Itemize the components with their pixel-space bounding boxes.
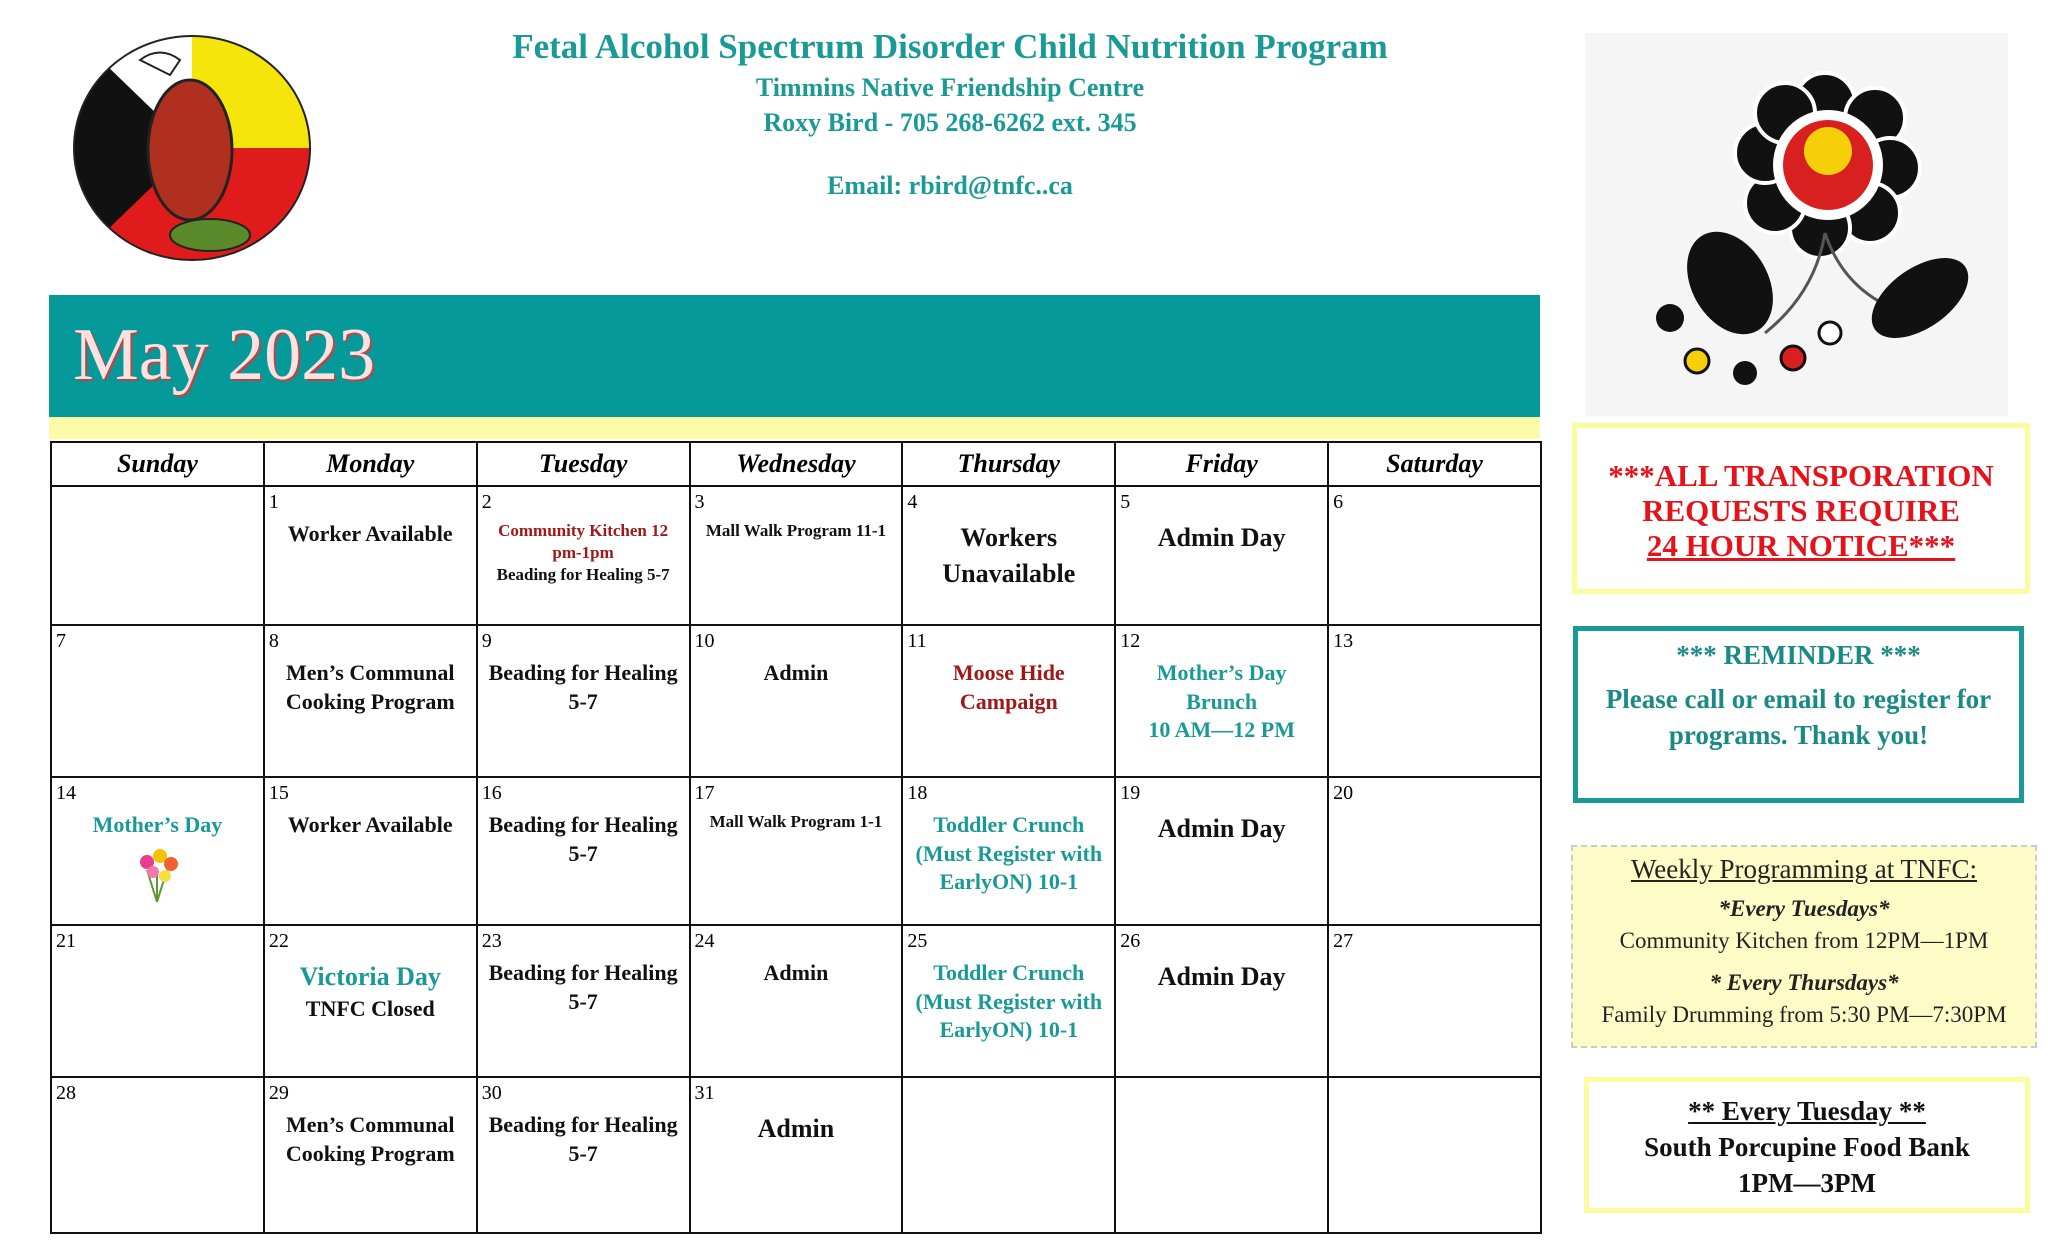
empty-day-cell	[51, 486, 264, 625]
reminder-body: Please call or email to register for programs. Thank you!	[1605, 684, 1992, 750]
weekly-desc-thursday: Family Drumming from 5:30 PM—7:30PM	[1601, 1002, 2007, 1027]
week-row	[51, 486, 1541, 625]
day-cell-12	[1115, 625, 1328, 777]
day-cell-18	[902, 777, 1115, 925]
weekday-header-row	[51, 442, 1541, 486]
empty-day-cell	[1115, 1077, 1328, 1233]
calendar-event: Admin Day	[1157, 523, 1286, 552]
day-cell-26	[1115, 925, 1328, 1077]
calendar-event: Mother’s Day	[92, 812, 223, 837]
day-cell-10	[690, 625, 903, 777]
medicine-wheel-logo	[70, 30, 315, 266]
day-cell-9	[477, 625, 690, 777]
calendar-event: Men’s Communal Cooking Program	[285, 1112, 455, 1166]
food-bank-name: South Porcupine Food Bank	[1644, 1132, 1970, 1162]
day-number: 18	[907, 782, 928, 804]
program-title: Fetal Alcohol Spectrum Disorder Child Nutrition Program	[512, 27, 1388, 66]
calendar-event: Admin Day	[1157, 962, 1286, 991]
calendar-event: Beading for Healing 5-7	[488, 1112, 678, 1166]
day-cell-8	[264, 625, 477, 777]
day-number: 21	[56, 930, 76, 952]
day-cell-6	[1328, 486, 1541, 625]
week-row	[51, 625, 1541, 777]
day-number: 14	[56, 782, 76, 804]
day-cell-1	[264, 486, 477, 625]
day-cell-21	[51, 925, 264, 1077]
day-cell-29	[264, 1077, 477, 1233]
day-cell-25	[902, 925, 1115, 1077]
month-banner	[49, 295, 1540, 417]
weekday-tuesday: Tuesday	[477, 442, 690, 486]
contact-info: Roxy Bird - 705 268-6262 ext. 345	[763, 108, 1137, 137]
weekly-desc-tuesday: Community Kitchen from 12PM—1PM	[1619, 928, 1989, 953]
day-number: 5	[1120, 491, 1131, 513]
day-number: 22	[268, 930, 289, 952]
calendar-event: Beading for Healing 5-7	[488, 660, 678, 714]
calendar-event: Beading for Healing 5-7	[496, 565, 670, 585]
transport-line-3: 24 HOUR NOTICE***	[1646, 528, 1956, 563]
empty-day-cell	[1328, 1077, 1541, 1233]
day-number: 29	[268, 1082, 289, 1104]
empty-day-cell	[902, 1077, 1115, 1233]
day-number: 31	[694, 1082, 715, 1104]
program-header	[480, 24, 1420, 203]
day-cell-20	[1328, 777, 1541, 925]
calendar-event: Workers Unavailable	[942, 523, 1076, 589]
day-number: 30	[481, 1082, 502, 1104]
calendar-grid	[50, 441, 1542, 1234]
weekday-sunday: Sunday	[51, 442, 264, 486]
calendar-event: Admin	[763, 960, 829, 985]
day-number: 19	[1120, 782, 1141, 804]
day-number: 2	[481, 491, 492, 513]
week-row	[51, 925, 1541, 1077]
calendar-event: Toddler Crunch (Must Register with EarlyON) 10-1	[915, 812, 1103, 895]
food-bank-title: ** Every Tuesday **	[1688, 1096, 1926, 1126]
day-cell-31	[690, 1077, 903, 1233]
food-bank-time: 1PM—3PM	[1738, 1168, 1876, 1198]
day-number: 10	[694, 630, 715, 652]
tulip-bouquet-icon	[56, 840, 259, 909]
weekday-monday: Monday	[264, 442, 477, 486]
transport-line-2: REQUESTS REQUIRE	[1642, 493, 1960, 528]
weekly-title: Weekly Programming at TNFC:	[1630, 854, 1978, 884]
day-number: 26	[1120, 930, 1141, 952]
day-number: 7	[56, 630, 66, 652]
organization-name: Timmins Native Friendship Centre	[755, 73, 1145, 102]
transportation-notice	[1572, 423, 2030, 594]
day-cell-24	[690, 925, 903, 1077]
day-number: 3	[694, 491, 705, 513]
calendar-event: Mall Walk Program 11-1	[705, 521, 887, 540]
calendar-event: Worker Available	[287, 812, 453, 837]
day-cell-30	[477, 1077, 690, 1233]
day-number: 23	[481, 930, 502, 952]
calendar-event: Community Kitchen 12 pm-1pm	[498, 521, 669, 563]
reminder-box	[1573, 626, 2024, 803]
day-number: 12	[1120, 630, 1141, 652]
day-cell-2	[477, 486, 690, 625]
calendar-event: Admin	[763, 660, 829, 685]
day-number: 6	[1333, 491, 1344, 513]
day-cell-27	[1328, 925, 1541, 1077]
calendar-event: Worker Available	[287, 521, 453, 546]
day-number: 17	[694, 782, 715, 804]
calendar-event: Admin	[757, 1114, 835, 1143]
day-number: 13	[1333, 630, 1354, 652]
food-bank-box	[1584, 1077, 2030, 1213]
day-cell-3	[690, 486, 903, 625]
month-title: May 2023	[73, 314, 376, 396]
calendar-event: Men’s Communal Cooking Program	[285, 660, 455, 714]
weekly-day-tuesday: *Every Tuesdays*	[1718, 896, 1890, 921]
day-cell-15	[264, 777, 477, 925]
weekday-friday: Friday	[1115, 442, 1328, 486]
calendar-event: Toddler Crunch (Must Register with EarlyON) 10-1	[915, 960, 1103, 1043]
day-cell-4	[902, 486, 1115, 625]
day-cell-11	[902, 625, 1115, 777]
day-cell-5	[1115, 486, 1328, 625]
day-number: 24	[694, 930, 715, 952]
day-number: 9	[481, 630, 492, 652]
banner-divider	[49, 417, 1540, 439]
day-number: 4	[907, 491, 918, 513]
contact-email[interactable]: Email: rbird@tnfc..ca	[827, 171, 1073, 200]
calendar-event: Admin Day	[1157, 814, 1286, 843]
day-number: 15	[268, 782, 289, 804]
day-cell-7	[51, 625, 264, 777]
calendar-event: Victoria Day	[299, 962, 441, 991]
transport-line-1: ***ALL TRANSPORATION	[1608, 458, 1994, 493]
day-number: 1	[268, 491, 279, 513]
floral-beadwork-image	[1585, 33, 2008, 416]
calendar-event: Moose Hide Campaign	[952, 660, 1065, 714]
weekday-saturday: Saturday	[1328, 442, 1541, 486]
day-cell-13	[1328, 625, 1541, 777]
calendar-event: TNFC Closed	[305, 996, 435, 1022]
reminder-title: *** REMINDER ***	[1676, 640, 1921, 670]
day-cell-16	[477, 777, 690, 925]
weekday-wednesday: Wednesday	[690, 442, 903, 486]
weekday-thursday: Thursday	[902, 442, 1115, 486]
day-cell-23	[477, 925, 690, 1077]
calendar-event: Mall Walk Program 1-1	[709, 812, 883, 831]
day-cell-19	[1115, 777, 1328, 925]
day-number: 11	[907, 630, 927, 652]
calendar-event: Mother’s Day Brunch	[1156, 660, 1287, 714]
day-cell-28	[51, 1077, 264, 1233]
weekly-day-thursday: * Every Thursdays*	[1709, 970, 1899, 995]
weekly-programming-box	[1571, 845, 2037, 1048]
week-row	[51, 1077, 1541, 1233]
day-number: 27	[1333, 930, 1354, 952]
calendar-event: 10 AM—12 PM	[1148, 717, 1295, 743]
day-cell-17	[690, 777, 903, 925]
day-number: 28	[56, 1082, 76, 1104]
week-row	[51, 777, 1541, 925]
calendar-event: Beading for Healing 5-7	[488, 812, 678, 866]
day-number: 20	[1333, 782, 1354, 804]
day-cell-22	[264, 925, 477, 1077]
day-number: 16	[481, 782, 502, 804]
day-number: 25	[907, 930, 928, 952]
day-cell-14	[51, 777, 264, 925]
day-number: 8	[268, 630, 279, 652]
calendar-event: Beading for Healing 5-7	[488, 960, 678, 1014]
